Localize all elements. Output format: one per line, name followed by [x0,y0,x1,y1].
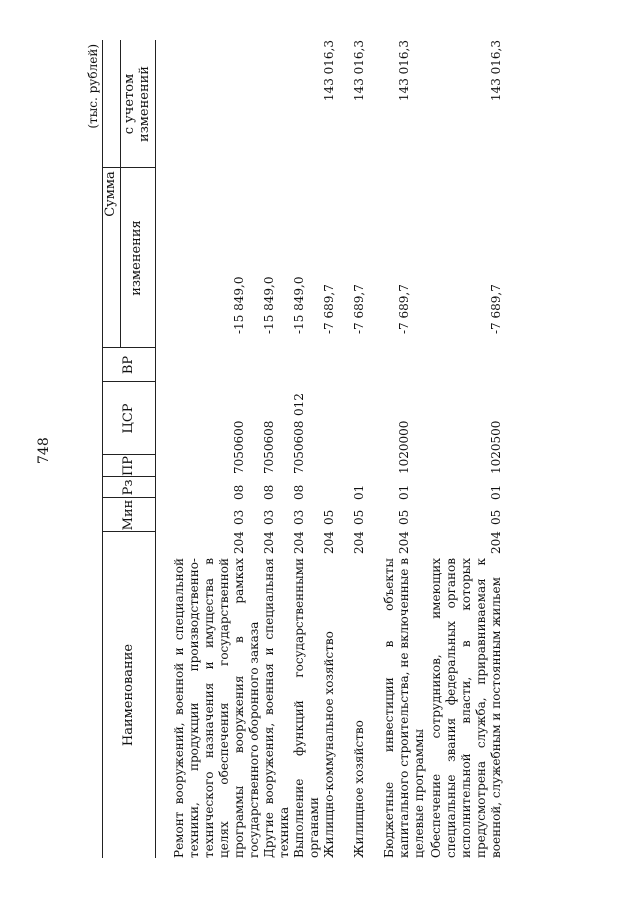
table-header [102,40,156,858]
row-pr: 01 [489,484,503,500]
row-total: 143 016,3 [352,40,366,102]
row-min: 204 [232,531,246,554]
row-min: 204 [397,531,411,554]
row-pr: 01 [352,484,366,500]
row-rz: 05 [352,509,366,525]
row-change: -15 849,0 [262,276,276,334]
row-min: 204 [292,531,306,554]
row-min: 204 [352,531,366,554]
row-name: Обеспечение сотрудников, имеющих специальные звания федеральных органов исполнительной власти, в которых предусмотрена служба, приравниваемая к военной, служебным и постоянным жильем [429,558,503,858]
row-csr: 7050600 [232,420,246,474]
row-name: Бюджетные инвестиции в объекты капитального строительства, не включенные в целевые программы [382,558,426,858]
header-name: Наименование [120,643,136,747]
header-change: изменения [129,220,145,296]
row-change: -15 849,0 [232,276,246,334]
row-change: -7 689,7 [397,284,411,334]
row-name: Выполнение функций государственными органами [292,558,321,858]
page-number: 748 [36,437,52,464]
row-rz: 05 [322,509,336,525]
row-min: 204 [322,531,336,554]
units-label: (тыс. рублей) [86,44,100,129]
row-name: Жилищное хозяйство [352,720,366,858]
row-csr: 7050608 [262,420,276,474]
row-csr: 1020500 [489,420,503,474]
header-rz: Рз [120,479,136,496]
header-vr: ВР [120,355,136,375]
row-total: 143 016,3 [489,40,503,102]
row-total: 143 016,3 [322,40,336,102]
row-rz: 03 [292,509,306,525]
budget-table-sheet [84,40,616,858]
row-rz: 05 [489,509,503,525]
row-name: Ремонт вооружений, военной и специальной техники, продукции производственно-технического назначения и имущества в целях обеспечения государственной программы вооружения в рамках государственного оборонного заказа [172,558,261,858]
row-rz: 03 [232,509,246,525]
row-name: Жилищно-коммунальное хозяйство [322,631,336,858]
row-min: 204 [489,531,503,554]
row-pr: 08 [292,484,306,500]
row-csr: 1020000 [397,420,411,474]
row-rz: 03 [262,509,276,525]
row-change: -7 689,7 [352,284,366,334]
row-pr: 08 [262,484,276,500]
header-min: Мин [120,499,136,531]
header-with-changes: с учетом изменений [121,66,152,142]
header-sum: Сумма [103,171,119,217]
row-csr: 7050608 [292,420,306,474]
row-change: -7 689,7 [489,284,503,334]
row-change: -7 689,7 [322,284,336,334]
header-pr: ПР [120,455,136,477]
row-min: 204 [262,531,276,554]
row-pr: 08 [232,484,246,500]
row-rz: 05 [397,509,411,525]
row-pr: 01 [397,484,411,500]
row-name: Другие вооружения, военная и специальная техника [262,558,291,858]
header-csr: ЦСР [120,403,136,434]
row-total: 143 016,3 [397,40,411,102]
row-change: -15 849,0 [292,276,306,334]
row-vr: 012 [292,393,306,416]
